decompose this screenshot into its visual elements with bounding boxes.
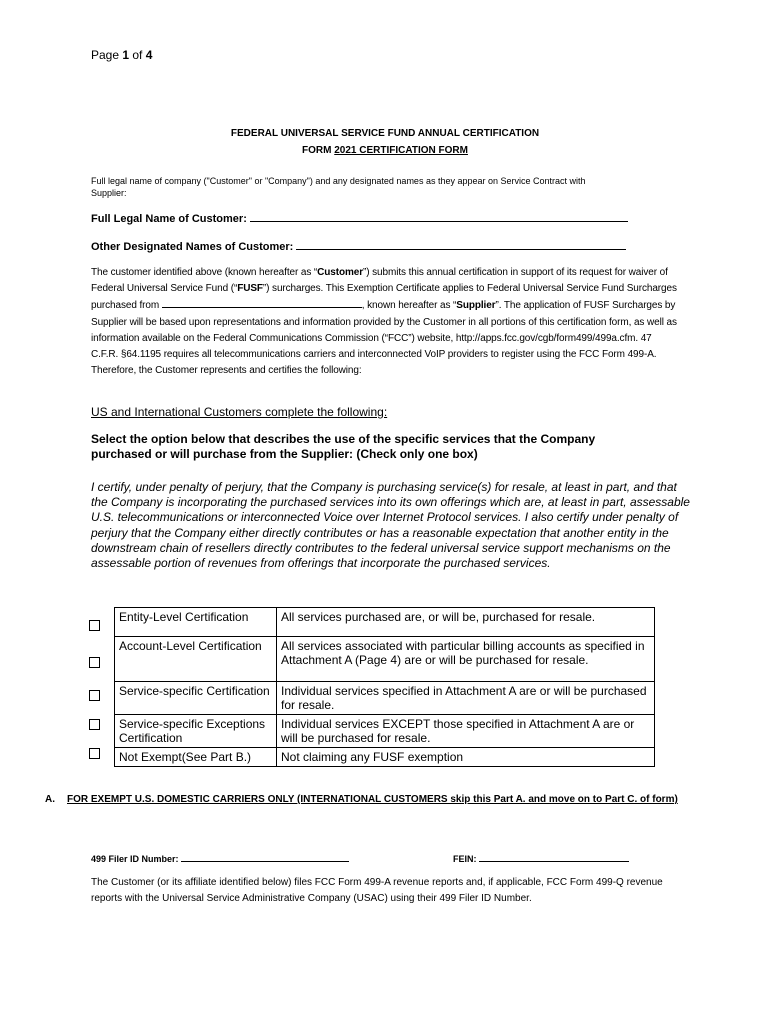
table-row [115,682,655,715]
filer-id-label: 499 Filer ID Number: [91,854,179,864]
legal-name-label: Full Legal Name of Customer: [91,213,247,225]
table-row [115,715,655,748]
legal-name-input-line[interactable] [250,211,628,222]
table-row [115,608,655,637]
table-row [115,748,655,767]
certification-body: The customer identified above (known hereafter as “Customer”) submits this annual certification in support of its request for waiver of Federal Universal Service Fund (“FUSF”) surcharges. This Exemption Certificate applies to Federal Universal Service Fund Surcharges purchased from , known hereafter as “Supplier”. The application of FUSF Surcharges by Supplier will be based upon representations and information provided by the Customer in all portions of this certification form, as well as information available on the Federal Communications Commission (“FCC”) website, http://apps.fcc.gov/cgb/form499/499a.cfm. 47 C.F.R. §64.1195 requires all telecommunications carriers and interconnected VoIP providers to register using the FCC Form 499-A. Therefore, the Customer represents and certifies the following: [91,267,677,377]
supplier-input-line[interactable] [162,297,362,308]
select-instruction: Select the option below that describes the use of the specific services that the Company purchased or will purchase from the Supplier: (Check only one box) [91,432,596,461]
option-type: Entity-Level Certification [115,608,277,637]
option-type: Service-specific Exceptions Certification [115,715,277,748]
section-a-text: FOR EXEMPT U.S. DOMESTIC CARRIERS ONLY (INTERNATIONAL CUSTOMERS skip this Part A. and move on to Part C. of form) [67,794,678,805]
filer-id-input-line[interactable] [181,851,349,862]
option-type: Service-specific Certification [115,682,277,715]
fein-field[interactable] [453,851,629,864]
option-description: Not claiming any FUSF exemption [277,748,655,767]
other-names-field[interactable] [91,239,626,253]
fein-label: FEIN: [453,854,477,864]
options-table [114,607,655,767]
option-description: All services purchased are, or will be, purchased for resale. [277,608,655,637]
legal-name-field[interactable] [91,211,628,225]
checkbox-account-level[interactable] [89,657,100,668]
page-number: Page 1 of 4 [91,48,153,62]
intro-text: Full legal name of company ("Customer" or "Company") and any designated names as they appear on Service Contract with Supplier: [91,176,586,198]
other-names-label: Other Designated Names of Customer: [91,241,294,253]
perjury-certification: I certify, under penalty of perjury, that the Company is purchasing service(s) for resale, at least in part, and that the Company is incorporating the purchased services into its own offerings which are, at least in part, assessable U.S. telecommunications or interconnected Voice over Internet Protocol services. I also certify under penalty of perjury that the Company either directly contributes or has a reasonable expectation that another entity in the downstream chain of resellers directly contributes to the federal universal service support mechanisms on the assessable portion of revenues from offerings that incorporate the purchased services. [91,480,690,571]
checkbox-service-specific[interactable] [89,690,100,701]
form-subtitle: FORM 2021 CERTIFICATION FORM [302,145,468,156]
option-type: Account-Level Certification [115,637,277,682]
filer-id-field[interactable] [91,851,349,864]
form-title: FEDERAL UNIVERSAL SERVICE FUND ANNUAL CERTIFICATION [230,128,540,139]
other-names-input-line[interactable] [296,239,626,250]
filer-note: The Customer (or its affiliate identified below) files FCC Form 499-A revenue reports and, if applicable, FCC Form 499-Q revenue reports with the Universal Service Administrative Company (USAC) using their 499 Filer ID Number. [91,877,663,904]
option-description: All services associated with particular billing accounts as specified in Attachment A (Page 4) are or will be purchased for resale. [277,637,655,682]
option-description: Individual services specified in Attachment A are or will be purchased for resale. [277,682,655,715]
checkbox-service-exceptions[interactable] [89,719,100,730]
option-type: Not Exempt(See Part B.) [115,748,277,767]
table-row [115,637,655,682]
section-a-label: A. [45,794,55,805]
option-description: Individual services EXCEPT those specified in Attachment A are or will be purchased for resale. [277,715,655,748]
section-subhead: US and International Customers complete the following: [91,405,388,419]
checkbox-entity-level[interactable] [89,620,100,631]
fein-input-line[interactable] [479,851,629,862]
checkbox-not-exempt[interactable] [89,748,100,759]
